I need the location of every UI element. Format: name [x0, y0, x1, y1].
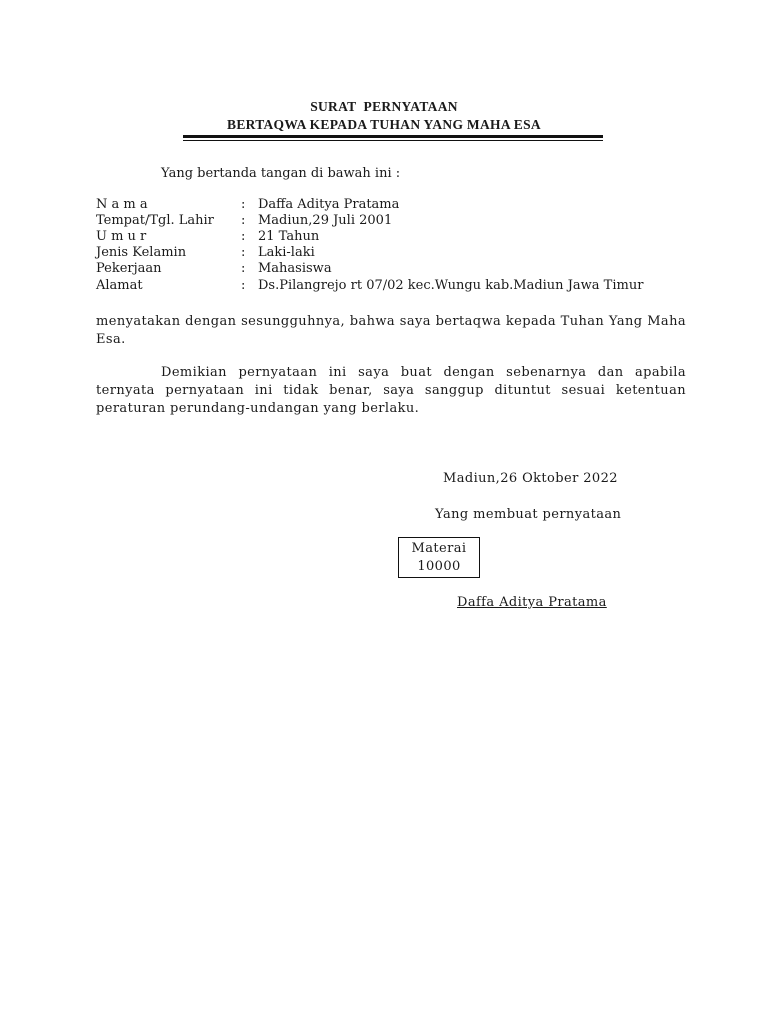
field-value: Ds.Pilangrejo rt 07/02 kec.Wungu kab.Madiun Jawa Timur — [258, 278, 644, 293]
closing-paragraph: Demikian pernyataan ini saya buat dengan sebenarnya dan apabila ternyata pernyataan ini tidak benar, saya sanggup dituntut sesuai ketentuan peraturan perundang-undangan yang berlaku. — [96, 365, 686, 416]
field-label: Pekerjaan — [96, 261, 162, 276]
field-label: N a m a — [96, 197, 148, 212]
stamp-value: 10000 — [417, 559, 461, 574]
field-label: Jenis Kelamin — [96, 245, 187, 260]
intro-text: Yang bertanda tangan di bawah ini : — [161, 166, 401, 181]
signer-name: Daffa Aditya Pratama — [457, 595, 607, 610]
field-colon: : — [241, 245, 246, 260]
field-value: Madiun,29 Juli 2001 — [258, 213, 393, 228]
field-label: Alamat — [96, 278, 143, 293]
field-row-ttl — [96, 213, 393, 230]
stamp-label: Materai — [411, 541, 467, 556]
field-row-pekerjaan — [96, 261, 332, 278]
field-label: Tempat/Tgl. Lahir — [96, 213, 214, 228]
field-row-jenis-kelamin — [96, 245, 315, 262]
statement-paragraph: menyatakan dengan sesungguhnya, bahwa saya bertaqwa kepada Tuhan Yang Maha Esa. — [96, 314, 686, 347]
maker-label: Yang membuat pernyataan — [435, 507, 622, 522]
field-row-nama — [96, 197, 400, 214]
field-colon: : — [241, 278, 246, 293]
field-row-alamat — [96, 278, 644, 295]
field-colon: : — [241, 261, 246, 276]
field-colon: : — [241, 213, 246, 228]
field-colon: : — [241, 197, 246, 212]
letter-title: SURAT PERNYATAAN — [310, 99, 458, 114]
field-value: Mahasiswa — [258, 261, 332, 276]
place-date: Madiun,26 Oktober 2022 — [443, 471, 618, 486]
letter-subtitle: BERTAQWA KEPADA TUHAN YANG MAHA ESA — [227, 117, 541, 132]
field-value: Daffa Aditya Pratama — [258, 197, 400, 212]
field-label: U m u r — [96, 229, 147, 244]
title-underline — [183, 135, 603, 141]
field-row-umur — [96, 229, 320, 246]
field-colon: : — [241, 229, 246, 244]
field-value: Laki-laki — [258, 245, 315, 260]
stamp-box — [398, 537, 480, 578]
field-value: 21 Tahun — [258, 229, 320, 244]
